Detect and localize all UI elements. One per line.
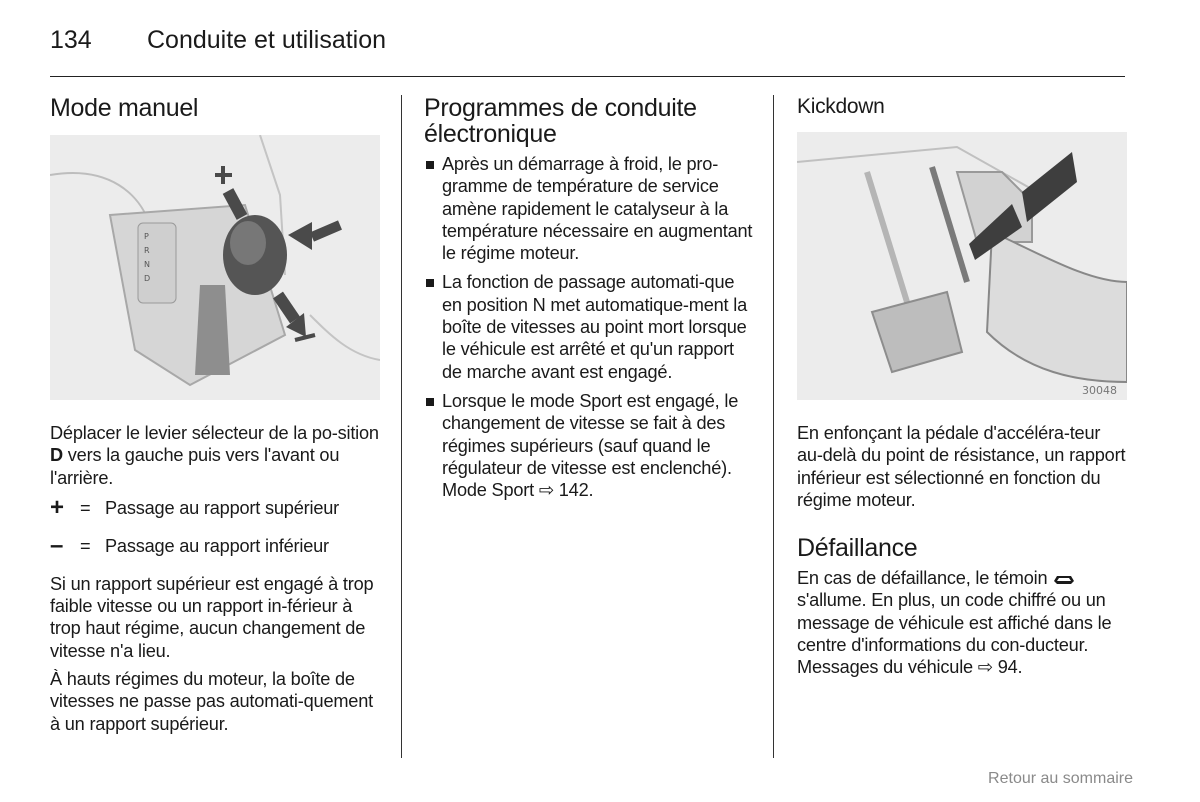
manual-mode-para2: Si un rapport supérieur est engagé à trop faible vitesse ou un rapport in-férieur à trop haut régime, aucun changement de vitesse n'a lieu. bbox=[50, 573, 374, 661]
failure-text-end: s'allume. En plus, un code chiffré ou un message de véhicule est affiché dans le centre d'informations du con-ducteur. Messages du véhicule ⇨ 94. bbox=[797, 590, 1112, 678]
section-title-electronic-programs: Programmes de conduite électronique bbox=[424, 94, 697, 148]
page-header bbox=[50, 26, 1125, 77]
list-item-text: La fonction de passage automati-que en position N met automatique-ment la boîte de vitesses au point mort lorsque le véhicule est arrêté et qu'un rapport de marche avant est engagé. bbox=[442, 272, 747, 382]
list-item bbox=[424, 390, 756, 501]
list-item bbox=[424, 153, 756, 264]
svg-text:D: D bbox=[144, 274, 151, 283]
legend-row-upshift bbox=[50, 495, 380, 521]
equals-sign: = bbox=[80, 535, 91, 556]
gear-position-d: D bbox=[50, 445, 63, 466]
shift-legend bbox=[50, 495, 380, 559]
minus-symbol: – bbox=[50, 531, 64, 559]
svg-text:R: R bbox=[144, 246, 150, 255]
list-item-text: Après un démarrage à froid, le pro-gramme de température de service amène rapidement le catalyseur à la température nécessaire en augmentant le régime moteur. bbox=[442, 154, 753, 264]
bullet-marker bbox=[426, 279, 434, 287]
chapter-title: Conduite et utilisation bbox=[147, 26, 387, 54]
list-item bbox=[424, 271, 756, 382]
intro-text-end: vers la gauche puis vers l'avant ou l'arrière. bbox=[50, 445, 340, 488]
programs-list bbox=[424, 153, 756, 501]
legend-text-upshift: Passage au rapport supérieur bbox=[105, 497, 340, 518]
plus-symbol: + bbox=[50, 493, 64, 521]
failure-text: En cas de défaillance, le témoin bbox=[797, 568, 1053, 589]
manual-mode-para3: À hauts régimes du moteur, la boîte de vitesses ne passe pas automati-quement à un rapport supérieur. bbox=[50, 669, 373, 734]
image-code: 30048 bbox=[1082, 384, 1117, 397]
column-manual-mode bbox=[50, 95, 380, 735]
manual-mode-intro bbox=[50, 422, 380, 489]
bullet-marker bbox=[426, 398, 434, 406]
legend-row-downshift bbox=[50, 533, 380, 559]
transmission-warning-icon bbox=[1052, 572, 1076, 586]
back-to-contents-link[interactable]: Retour au sommaire bbox=[988, 770, 1133, 787]
equals-sign: = bbox=[80, 497, 91, 518]
legend-text-downshift: Passage au rapport inférieur bbox=[105, 535, 329, 556]
section-title-manual-mode: Mode manuel bbox=[50, 94, 199, 122]
section-title-kickdown: Kickdown bbox=[797, 95, 885, 118]
failure-para bbox=[797, 567, 1127, 678]
svg-text:N: N bbox=[144, 260, 150, 269]
page-number: 134 bbox=[50, 26, 92, 54]
column-divider bbox=[773, 95, 774, 758]
section-title-failure: Défaillance bbox=[797, 534, 918, 563]
column-divider bbox=[401, 95, 402, 758]
bullet-marker bbox=[426, 161, 434, 169]
intro-text: Déplacer le levier sélecteur de la po-sition bbox=[50, 423, 379, 443]
svg-text:P: P bbox=[144, 232, 149, 241]
kickdown-pedal-image bbox=[797, 132, 1127, 400]
kickdown-para: En enfonçant la pédale d'accéléra-teur au-delà du point de résistance, un rapport inférieur est sélectionné en fonction du régime moteur. bbox=[797, 423, 1126, 510]
column-electronic-programs bbox=[424, 95, 756, 508]
gear-selector-image bbox=[50, 135, 380, 400]
list-item-text: Lorsque le mode Sport est engagé, le changement de vitesse se fait à des régimes supérieurs (sauf quand le régulateur de vitesse est enclenché). Mode Sport ⇨ 142. bbox=[442, 390, 739, 501]
column-kickdown bbox=[797, 95, 1127, 679]
